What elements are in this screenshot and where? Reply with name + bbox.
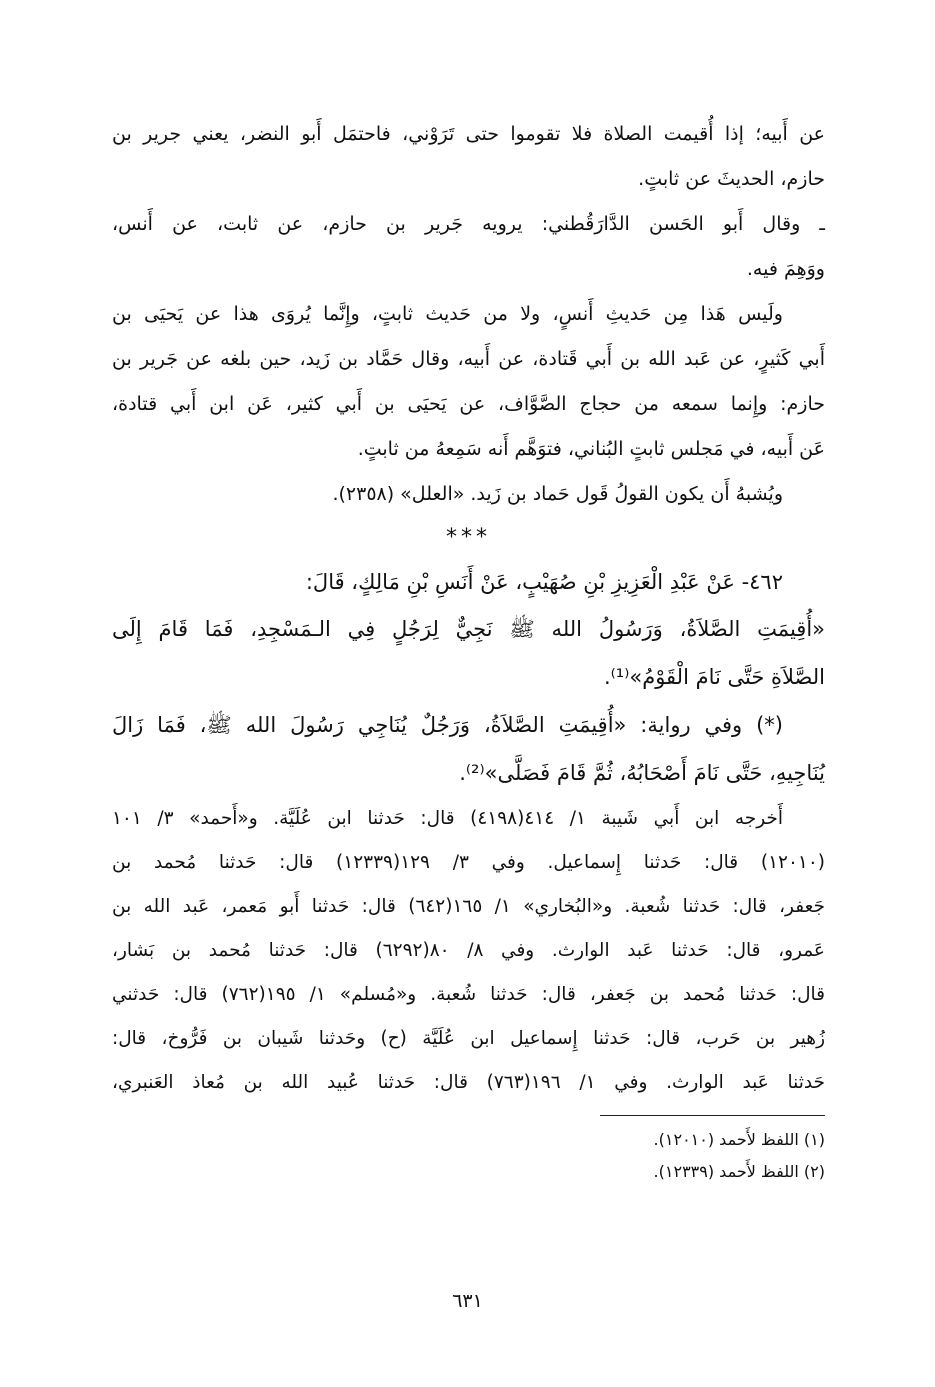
hadith-variant-line: (*) وفي رواية: «أُقِيمَتِ الصَّلاَةُ، وَرَجُلٌ يُنَاجِي رَسُولَ الله ﷺ، فَمَا زَالَ xyxy=(112,713,783,737)
text-line: عن أَبيه؛ إذا أُقيمت الصلاة فلا تقوموا حتى تَرَوْني، فاحتمَل أَبو النضر، يعني جرير بن xyxy=(112,123,825,145)
text-line: ووَهِمَ فيه. xyxy=(746,258,825,280)
hadith-text-line: «أُقِيمَتِ الصَّلاَةُ، وَرَسُولُ الله ﷺ نَجِيٌّ لِرَجُلٍ فِي الـمَسْجِدِ، فَمَا قَامَ إِلَى xyxy=(112,617,825,641)
source-line: (١٢٠١٠) قال: حَدثنا إِسماعيل. وفي ٣/ ١٢٩(١٢٣٣٩) قال: حَدثنا مُحمد بن xyxy=(112,852,825,873)
hadith-variant-line: يُنَاجِيهِ، حَتَّى نَامَ أَصْحَابُهُ، ثُمَّ قَامَ فَصَلَّى»⁽²⁾. xyxy=(459,761,825,785)
hadith-text-line: الصَّلاَةِ حَتَّى نَامَ الْقَوْمُ»⁽¹⁾. xyxy=(603,665,825,689)
source-line: عَمرو، قال: حَدثنا عَبد الوارث. وفي ٨/ ٨٠(٦٢٩٢) قال: حَدثنا مُحمد بن بَشار، xyxy=(112,940,825,961)
text-line: ويُشبهُ أَن يكون القولُ قَول حَماد بن زَيد. «العلل» (٢٣٥٨). xyxy=(332,483,783,505)
text-line: حازم، الحديثَ عن ثابتٍ. xyxy=(638,168,825,190)
footnote: (٢) اللفظ لأَحمد (١٢٣٣٩). xyxy=(653,1162,825,1181)
text-line: ـ وقال أَبو الحَسن الدَّارَقُطني: يرويه جَرير بن حازم، عن ثابت، عن أَنس، xyxy=(112,213,825,235)
section-separator: *** xyxy=(446,525,491,550)
text-line: عَن أَبيه، في مَجلس ثابتٍ البُناني، فتوَهَّم أَنه سَمِعهُ من ثابتٍ. xyxy=(357,438,825,460)
hadith-heading: ٤٦٢- عَنْ عَبْدِ الْعَزِيزِ بْنِ صُهَيْبٍ، عَنْ أَنَسِ بْنِ مَالِكٍ، قَالَ: xyxy=(305,570,783,594)
source-line: زُهير بن حَرب، قال: حَدثنا إِسماعيل ابن عُلَيَّة (ح) وحَدثنا شَيبان بن فَرُّوخ، قال: xyxy=(112,1028,825,1049)
page-body xyxy=(112,112,825,1188)
text-line: حازم: وإِنما سمعه من حجاج الصَّوَّاف، عن يَحيَى بن أَبي كثير، عَن ابن أَبي قتادة، xyxy=(112,393,825,415)
text-line: أَبي كَثيرٍ، عن عَبد الله بن أَبي قَتادة، عن أَبيه، وقال حَمَّاد بن زَيد، حين بلغه عن جَرير بن xyxy=(112,348,825,370)
source-line: حَدثنا عَبد الوارث. وفي ١/ ١٩٦(٧٦٣) قال: حَدثنا عُبيد الله بن مُعاذ العَنبري، xyxy=(112,1072,825,1093)
footnote-divider xyxy=(600,1115,825,1116)
page-number: ٦٣١ xyxy=(452,1290,483,1312)
source-line: أَخرجه ابن أَبي شَيبة ١/ ٤١٤(٤١٩٨) قال: حَدثنا ابن عُلَيَّة. و«أَحمد» ٣/ ١٠١ xyxy=(112,808,783,829)
footnote: (١) اللفظ لأَحمد (١٢٠١٠). xyxy=(653,1130,825,1149)
source-line: قال: حَدثنا مُحمد بن جَعفر، قال: حَدثنا شُعبة. و«مُسلم» ١/ ١٩٥(٧٦٢) قال: حَدثني xyxy=(112,984,825,1005)
text-line: ولَيس هَذا مِن حَديثِ أَنسٍ، ولا من حَديث ثابتٍ، وإِنَّما يُروَى هذا عن يَحيَى بن xyxy=(112,303,783,325)
source-line: جَعفر، قال: حَدثنا شُعبة. و«البُخاري» ١/ ١٦٥(٦٤٢) قال: حَدثنا أَبو مَعمر، عَبد الله بن xyxy=(112,896,825,917)
